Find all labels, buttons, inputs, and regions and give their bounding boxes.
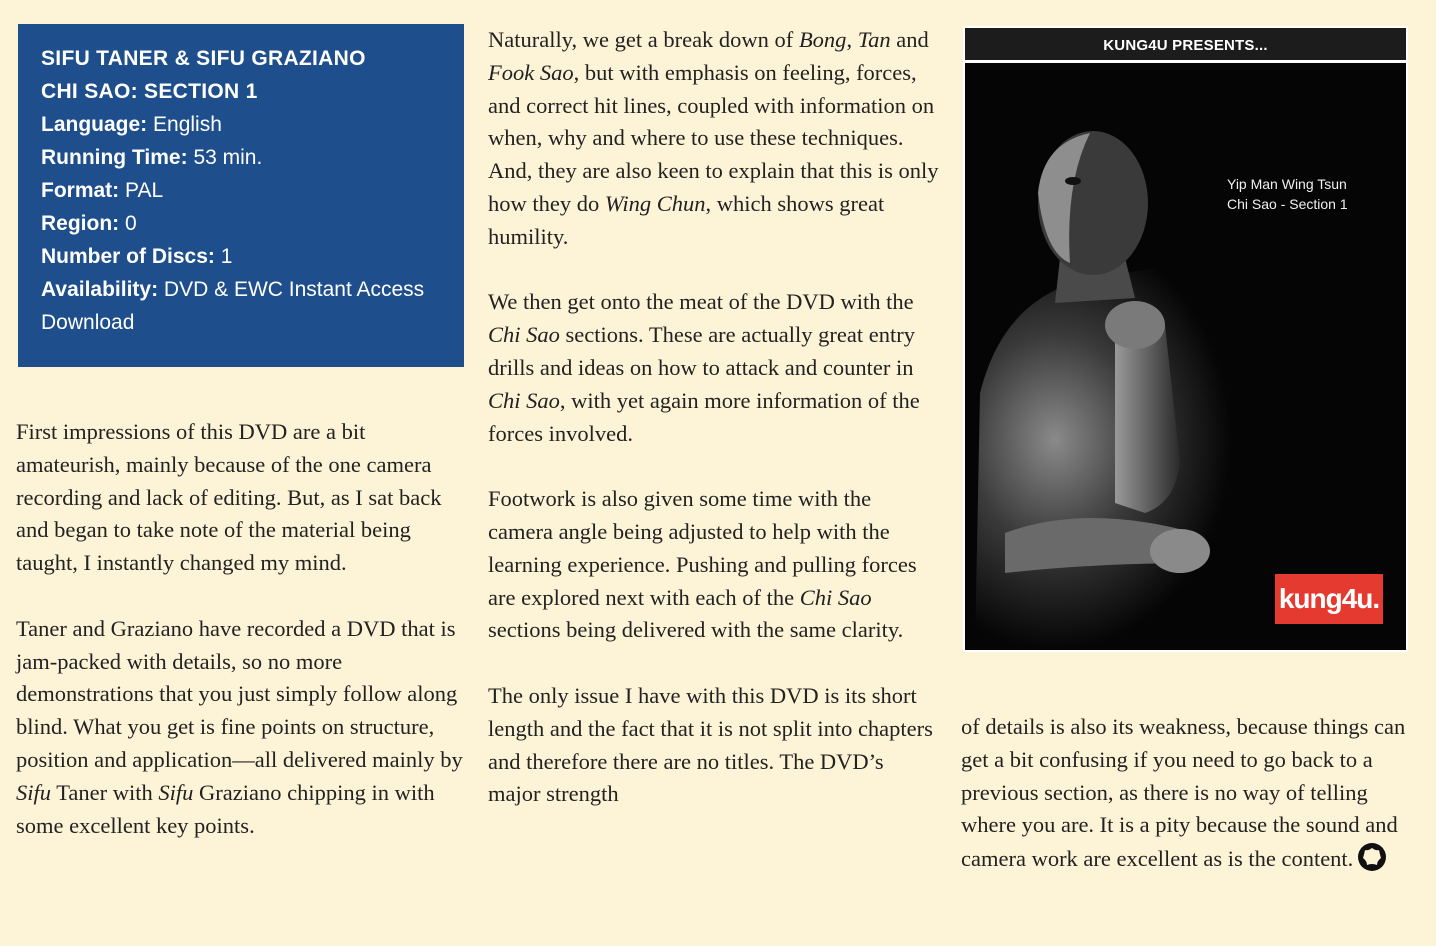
paragraph [488, 24, 940, 254]
text-run: Graziano chipping in with some excellent key points. [16, 779, 435, 838]
info-value: English [147, 113, 222, 136]
info-label: Number of Discs: [41, 245, 215, 268]
dvd-cover-image [963, 26, 1408, 652]
text-run: sections being delivered with the same clarity. [488, 617, 904, 643]
info-value: 1 [214, 245, 233, 268]
info-label: Language: [41, 113, 148, 136]
article-column-2 [488, 24, 940, 811]
info-row-format [41, 174, 442, 207]
text-run: sections. These are actually great entry drills and ideas on how to attack and counter in [488, 322, 915, 380]
article-column-3 [961, 711, 1416, 876]
text-run: and [890, 27, 929, 52]
italic-term: Sifu [16, 779, 52, 805]
text-run: We then get onto the meat of the DVD with the [488, 289, 914, 315]
info-value: DVD & EWC Instant Access Download [41, 278, 425, 334]
text-run: , which shows great humility. [488, 190, 885, 249]
cover-header-band: KUNG4U PRESENTS... [965, 28, 1406, 63]
info-value: PAL [119, 179, 164, 202]
italic-term: Sifu [158, 779, 194, 805]
dvd-info-box [18, 24, 464, 367]
article-column-1 [16, 416, 464, 842]
info-label: Availability: [41, 278, 159, 301]
text-run: of details is also its weakness, because things can get a bit confusing if you need to go back to a previous section, as there is no way of telling where you are. It is a pity because the sound and camera work are excellent as is the content. [961, 714, 1406, 872]
italic-term: Tan [857, 27, 891, 52]
dvd-cover-artwork [965, 28, 1406, 650]
paragraph: First impressions of this DVD are a bit amateurish, mainly because of the one camera recording and lack of editing. But, as I sat back and began to take note of the material being taught, I instantly changed my mind. [16, 419, 442, 576]
info-title-line2: CHI SAO: SECTION 1 [41, 80, 258, 103]
article-end-icon [1357, 842, 1387, 872]
cover-photo-figure [965, 63, 1406, 650]
cover-subtitle-line2: Chi Sao - Section 1 [1227, 196, 1348, 212]
info-value: 53 min. [187, 146, 263, 169]
info-label: Region: [41, 212, 120, 235]
italic-term: Chi Sao [799, 584, 872, 610]
text-run: , [846, 27, 858, 52]
info-label: Format: [41, 179, 120, 202]
info-row-availability [41, 273, 442, 339]
paragraph: The only issue I have with this DVD is its short length and the fact that it is not split into chapters and therefore there are no titles. The DVD’s major strength [488, 682, 933, 807]
text-run: Footwork is also given some time with the camera angle being adjusted to help with the learning experience. Pushing and pulling forces are explored next with each of the [488, 486, 917, 610]
paragraph [488, 483, 940, 647]
text-run: Naturally, we get a break down of [488, 27, 799, 52]
italic-term: Chi Sao [488, 322, 560, 348]
info-row-region [41, 207, 442, 240]
italic-term: Bong [798, 27, 847, 52]
info-row-running-time [41, 141, 442, 174]
text-run: Taner and Graziano have recorded a DVD that is jam-packed with details, so no more demonstrations that you just simply follow along blind. What you get is fine points on structure, position and application—all delivered mainly by [16, 615, 463, 772]
info-label: Running Time: [41, 146, 188, 169]
info-row-language [41, 108, 442, 141]
paragraph [16, 613, 464, 843]
italic-term: Chi Sao [488, 387, 560, 413]
italic-term: Fook Sao [488, 59, 574, 85]
paragraph [961, 711, 1416, 876]
info-value: 0 [119, 212, 137, 235]
cover-subtitle-line1: Yip Man Wing Tsun [1227, 176, 1347, 192]
text-run: Taner with [51, 779, 159, 805]
text-run: , but with emphasis on feeling, forces, and correct hit lines, coupled with information on when, why and where to use these techniques. And, they are also keen to explain that this is only how they do [488, 59, 939, 216]
paragraph [488, 286, 940, 450]
kung4u-logo: kung4u. [1275, 574, 1383, 624]
info-title-line1: SIFU TANER & SIFU GRAZIANO [41, 47, 366, 70]
cover-subtitle [1227, 174, 1348, 214]
italic-term: Wing Chun [604, 190, 706, 216]
info-row-discs [41, 240, 442, 273]
text-run: , with yet again more information of the forces involved. [488, 387, 920, 446]
